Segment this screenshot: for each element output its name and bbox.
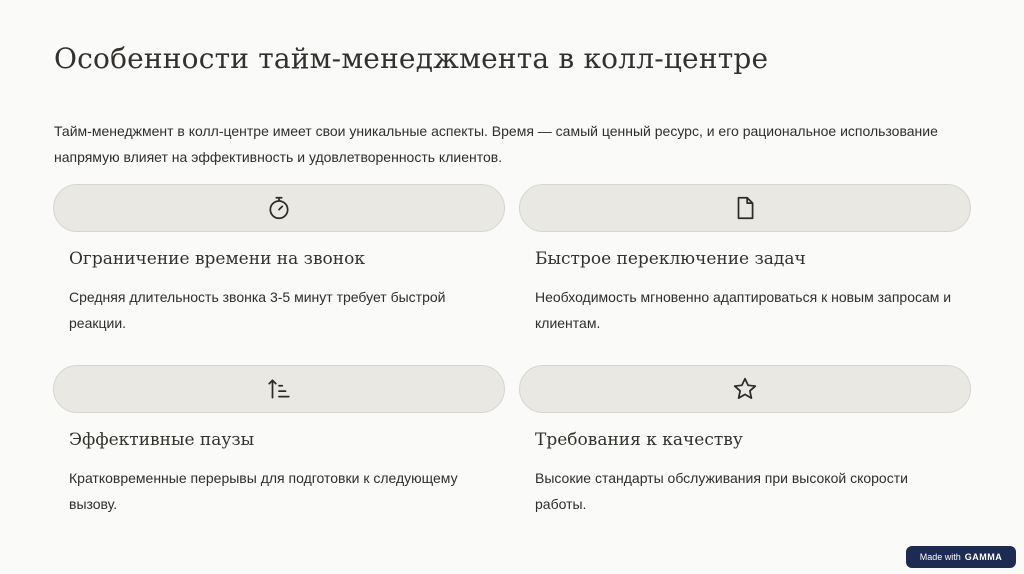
stopwatch-icon (266, 195, 292, 221)
card-icon-banner (519, 365, 971, 413)
gamma-logo: GAMMA (964, 552, 1003, 562)
card-text: Необходимость мгновенно адаптироваться к новым запросам и клиентам. (535, 289, 952, 331)
document-icon (732, 195, 758, 221)
card-heading: Требования к качеству (535, 430, 743, 450)
card-call-time-limit (53, 184, 505, 331)
card-text: Кратковременные перерывы для подготовки к следующему вызову. (69, 470, 458, 512)
star-icon (732, 376, 758, 402)
card-task-switching (519, 184, 971, 331)
card-heading: Эффективные паузы (69, 430, 255, 450)
card-icon-banner (53, 365, 505, 413)
card-icon-banner (519, 184, 971, 232)
card-heading: Ограничение времени на звонок (69, 249, 365, 269)
card-text: Средняя длительность звонка 3-5 минут требует быстрой реакции. (69, 289, 446, 331)
card-icon-banner (53, 184, 505, 232)
card-heading: Быстрое переключение задач (535, 249, 806, 269)
badge-prefix: Made with (919, 552, 961, 562)
sort-ascending-icon (266, 376, 292, 402)
card-text: Высокие стандарты обслуживания при высокой скорости работы. (535, 470, 908, 512)
card-effective-breaks (53, 365, 505, 512)
page-title: Особенности тайм-менеджмента в колл-центре (54, 42, 769, 75)
card-quality-requirements (519, 365, 971, 512)
intro-paragraph: Тайм-менеджмент в колл-центре имеет свои уникальные аспекты. Время — самый ценный ресурс, и его рациональное использование напрямую влияет на эффективность и удовлетворенность клиентов. (54, 123, 938, 165)
made-with-gamma-badge[interactable] (906, 546, 1016, 568)
